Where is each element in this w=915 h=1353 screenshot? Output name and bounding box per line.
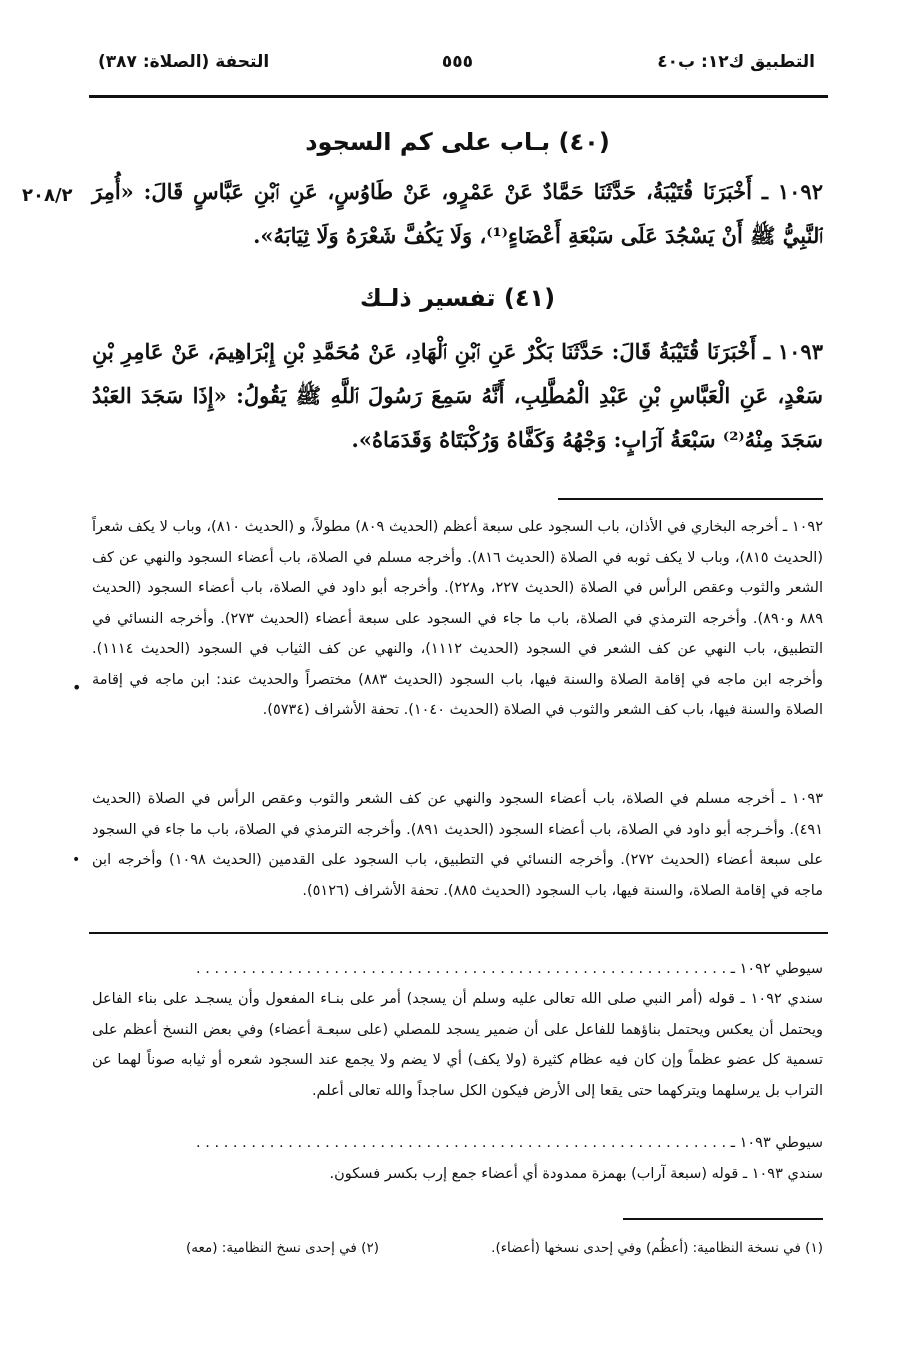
commentary-rule [89,932,828,934]
header-rule [89,95,828,98]
margin-bullet: • [72,678,82,697]
footnote-rule [623,1218,823,1220]
sindi-1093: سندي ١٠٩٣ ـ قوله (سبعة آراب) بهمزة ممدودة أي أعضاء جمع إرب بكسر فسكون. [329,1166,823,1182]
margin-reference: ٢٠٨/٢ [22,185,73,206]
takhrij-rule [558,498,823,500]
running-header-left: التحفة (الصلاة: ٣٨٧) [98,52,270,72]
margin-bullet: • [72,852,81,868]
running-header-right: التطبيق ك١٢: ب٤٠ [657,52,815,72]
suyuti-1092: سيوطي ١٠٩٢ ـ . . . . . . . . . . . . . . . . . . . . . . . . . . . . . . . . . . . . . . . . . . . . . . . . . . . . . . . . . . [196,961,823,977]
footnote-2: (٢) في إحدى نسخ النظامية: (معه) [186,1240,379,1256]
hadith-1093: ١٠٩٣ ـ أَخْبَرَنَا قُتَيْبَةُ قَالَ: حَدَّثَنَا بَكْرٌ عَنِ ٱبْنِ ٱلْهَادِ، عَنْ مُحَمَّدِ بْنِ إِبْرَاهِيمَ، عَنْ عَامِرِ بْنِ سَعْدٍ، عَنِ الْعَبَّاسِ بْنِ عَبْدِ الْمُطَّلِبِ، أَنَّهُ سَمِعَ رَسُولَ ٱللَّهِ ﷺ يَقُولُ: «إِذَا سَجَدَ العَبْدُ سَجَدَ مِنْهُ⁽²⁾ سَبْعَةُ آرَابٍ: وَجْهُهُ وَكَفَّاهُ وَرُكْبَتَاهُ وَقَدَمَاهُ». [92,339,823,452]
takhrij-1093: ١٠٩٣ ـ أخرجه مسلم في الصلاة، باب أعضاء السجود والنهي عن كف الشعر والثوب وعقص الرأس في الصلاة (الحديث ٤٩١). وأخـرجه أبو داود في الصلاة، باب أعضاء السجود (الحديث ٨٩١). وأخرجه الترمذي في الصلاة، باب ما جاء في السجود على سبعة أعضاء (الحديث ٢٧٢). وأخرجه النسائي في التطبيق، باب السجود على القدمين (الحديث ١٠٩٨) وأخرجه ابن ماجه في إقامة الصلاة، والسنة فيها، باب السجود (الحديث ٨٨٥). تحفة الأشراف (٥١٢٦). [92,791,823,899]
chapter-40-title: (٤٠) بـاب على كم السجود [305,128,610,156]
footnote-1: (١) في نسخة النظامية: (أعظُم) وفي إحدى نسخها (أعضاء). [491,1240,823,1256]
chapter-41-title: (٤١) تفسير ذلـك [359,284,556,312]
hadith-1092: ١٠٩٢ ـ أَخْبَرَنَا قُتَيْبَةُ، حَدَّثَنَا حَمَّادٌ عَنْ عَمْرٍو، عَنْ طَاوُسٍ، عَنِ ٱبْنِ عَبَّاسٍ قَالَ: «أُمِرَ ٱلنَّبِيُّ ﷺ أَنْ يَسْجُدَ عَلَى سَبْعَةِ أَعْضَاءٍ⁽¹⁾، وَلَا يَكُفَّ شَعْرَهُ وَلَا ثِيَابَهُ». [92,179,823,248]
page-number: ٥٥٥ [441,52,474,72]
suyuti-1093: سيوطي ١٠٩٣ ـ . . . . . . . . . . . . . . . . . . . . . . . . . . . . . . . . . . . . . . . . . . . . . . . . . . . . . . . . . . [196,1135,823,1151]
sindi-1092: سندي ١٠٩٢ ـ قوله (أمر النبي صلى الله تعالى عليه وسلم أن يسجد) أمر على بنـاء المفعول وأن يسجـد على بناء الفاعل ويحتمل أن يعكس ويحتمل بناؤهما للفاعل على أن ضمير يسجد للمصلي (على سبعـة أعضاء) وفي بعض النسخ أعظم على تسمية كل عضو عظماً وإن كان فيه عظام كثيرة (ولا يكف) أي لا يضم ولا يجمع عند السجود شعره أو ثيابه صوناً لهما عن التراب بل يرسلهما ويتركهما حتى يقعا إلى الأرض فيكون الكل ساجداً والله تعالى أعلم. [92,991,823,1099]
takhrij-1092: ١٠٩٢ ـ أخرجه البخاري في الأذان، باب السجود على سبعة أعظم (الحديث ٨٠٩) مطولاً، و (الحديث ٨١٠)، وباب لا يكف شعراً (الحديث ٨١٥)، وباب لا يكف ثوبه في الصلاة (الحديث ٨١٦). وأخرجه مسلم في الصلاة، باب أعضاء السجود والنهي عن كف الشعر والثوب وعقص الرأس في الصلاة (الحديث ٢٢٧، و٢٢٨). وأخرجه أبو داود في الصلاة، باب أعضاء السجود (الحديث ٨٨٩ و٨٩٠). وأخرجه الترمذي في الصلاة، باب ما جاء في السجود على سبعة أعضاء (الحديث ٢٧٣). وأخرجه النسائي في التطبيق، باب النهي عن كف الشعر في السجود (الحديث ١١١٢)، والنهي عن كف الثياب في السجود (الحديث ١١١٤). وأخرجه ابن ماجه في إقامة الصلاة والسنة فيها، باب السجود (الحديث ٨٨٣) مختصراً والحديث عند: ابن ماجه في إقامة الصلاة والسنة فيها، باب كف الشعر والثوب في الصلاة (الحديث ١٠٤٠). تحفة الأشراف (٥٧٣٤). [92,519,823,718]
